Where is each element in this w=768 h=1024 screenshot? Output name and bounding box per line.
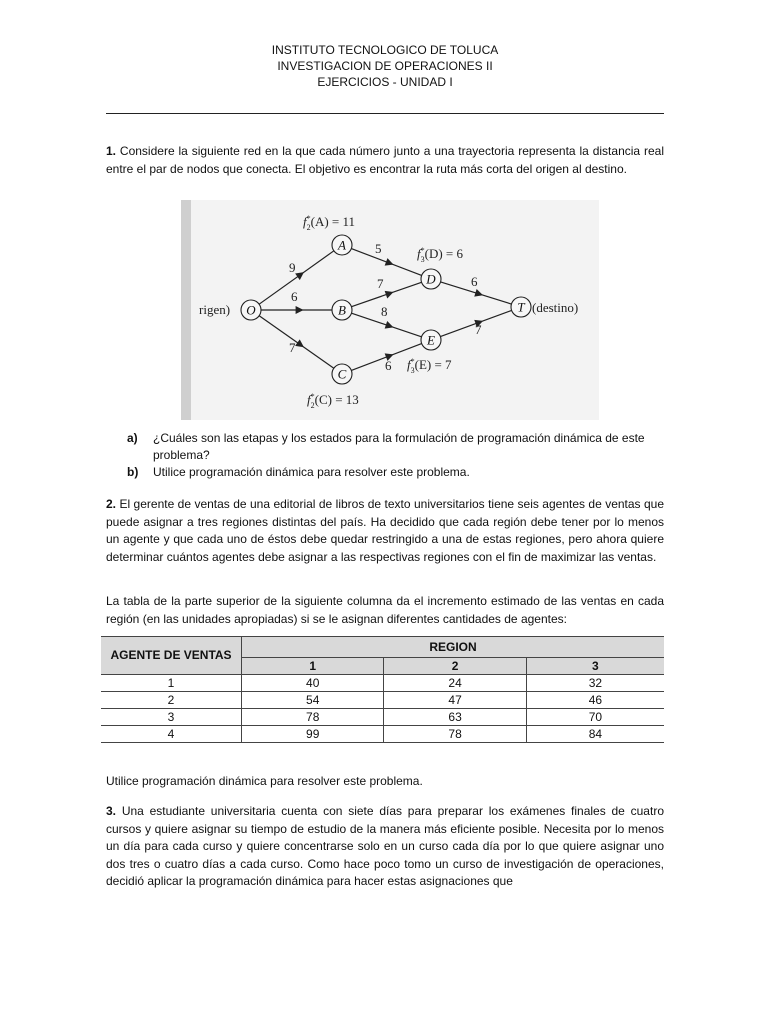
problem-1-statement <box>106 143 664 178</box>
problem-2-text: El gerente de ventas de una editorial de libros de texto universitarios tiene seis agentes de ventas que puede asignar a tres regiones distintas del país. Ha decidido que cada región debe tener por lo menos un agente y que cada uno de éstos debe quedar restringido a una de estas regiones, pero ahora quiere determinar cuántos agentes debe asignar a las respectivas regiones con el fin de maximizar las ventas. <box>106 497 664 564</box>
problem-3-text: Una estudiante universitaria cuenta con siete días para preparar los exámenes finales de cuatro cursos y quiere asignar su tiempo de estudio de la manera más eficiente posible. Necesita por lo menos un día para cada curso y quiere concentrarse solo en un curso cada día por lo que quiere asignar uno dos tres o cuatro días a cada curso. Como hace poco tomo un curso de investigación de operaciones, decidió aplicar la programación dinámica para hacer estas asignaciones que <box>106 804 664 888</box>
edge-arrow-OA <box>295 272 304 280</box>
f-C-label: f* 2(C) = 13 <box>307 392 359 410</box>
table-row <box>101 675 664 692</box>
edge-arrow-BE <box>385 321 394 329</box>
question-a <box>127 430 664 464</box>
table-row <box>101 692 664 709</box>
network-diagram <box>181 200 599 420</box>
edge-weight-CE: 6 <box>385 358 392 373</box>
problem-3-number: 3. <box>106 804 117 818</box>
edge-arrow-OC <box>295 339 304 347</box>
sales-cell: 40 <box>242 675 384 692</box>
edge-arrow-BD <box>385 291 394 299</box>
question-b <box>127 464 664 481</box>
question-a-text: ¿Cuáles son las etapas y los estados para la formulación de programación dinámica de este problema? <box>153 431 645 462</box>
f-A-label: f* 2(A) = 11 <box>303 214 356 232</box>
question-a-marker: a) <box>127 431 138 445</box>
f-D-label: f* 3(D) = 6 <box>417 246 464 264</box>
region-2-header: 2 <box>384 658 526 675</box>
agent-column-header: AGENTE DE VENTAS <box>101 637 242 675</box>
sales-cell: 32 <box>526 675 664 692</box>
question-b-text: Utilice programación dinámica para resolver este problema. <box>153 465 470 479</box>
sales-cell: 99 <box>242 726 384 743</box>
table-row <box>101 709 664 726</box>
sales-cell: 63 <box>384 709 526 726</box>
institution-title: INSTITUTO TECNOLOGICO DE TOLUCA <box>271 43 499 57</box>
sales-cell: 47 <box>384 692 526 709</box>
course-title: INVESTIGACION DE OPERACIONES II <box>277 59 493 73</box>
edge-arrow-OB <box>296 306 304 314</box>
sales-cell: 54 <box>242 692 384 709</box>
problem-1-text: Considere la siguiente red en la que cada número junto a una trayectoria representa la distancia real entre el par de nodos que conecta. El objetivo es encontrar la ruta más corta del origen al destino. <box>106 144 664 176</box>
edge-weight-BD: 7 <box>377 276 384 291</box>
node-label-A: A <box>338 237 346 253</box>
node-label-B: B <box>338 302 346 318</box>
edge-weight-OB: 6 <box>291 289 298 304</box>
problem-3-statement <box>106 803 664 891</box>
sales-table <box>101 636 664 743</box>
edge-weight-ET: 7 <box>475 322 482 337</box>
sales-cell: 70 <box>526 709 664 726</box>
origin-label: rigen) <box>199 302 231 317</box>
problem-2-closing: Utilice programación dinámica para resolver este problema. <box>106 774 423 788</box>
edge-weight-OC: 7 <box>289 340 296 355</box>
region-header: REGION <box>242 637 665 658</box>
table-row <box>101 726 664 743</box>
sales-cell: 24 <box>384 675 526 692</box>
region-1-header: 1 <box>242 658 384 675</box>
node-label-E: E <box>427 332 435 348</box>
node-label-O: O <box>246 302 256 318</box>
problem-1-questions <box>127 430 664 481</box>
edge-OC <box>259 316 334 368</box>
edge-weight-AD: 5 <box>375 241 382 256</box>
problem-2-number: 2. <box>106 497 117 511</box>
region-3-header: 3 <box>526 658 664 675</box>
destination-label: (destino) <box>532 300 579 315</box>
sales-cell: 78 <box>384 726 526 743</box>
question-b-marker: b) <box>127 465 139 479</box>
agent-count-cell: 4 <box>101 726 242 743</box>
agent-count-cell: 3 <box>101 709 242 726</box>
network-figure <box>181 200 599 420</box>
document-header <box>106 42 664 90</box>
f-E-label: f* 3(E) = 7 <box>407 357 452 375</box>
sales-cell: 46 <box>526 692 664 709</box>
problem-1-number: 1. <box>106 144 117 158</box>
header-divider <box>106 113 664 114</box>
edge-weight-BE: 8 <box>381 304 388 319</box>
node-label-T: T <box>517 299 525 315</box>
edge-weight-DT: 6 <box>471 274 478 289</box>
table-intro: La tabla de la parte superior de la siguiente columna da el incremento estimado de las ventas en cada región (en las unidades apropiadas) si se le asignan diferentes cantidades de agentes: <box>106 594 664 626</box>
node-label-C: C <box>337 366 347 382</box>
agent-count-cell: 2 <box>101 692 242 709</box>
sales-cell: 78 <box>242 709 384 726</box>
edge-arrow-DT <box>474 289 483 297</box>
unit-title: EJERCICIOS - UNIDAD I <box>317 75 453 89</box>
edge-weight-OA: 9 <box>289 260 296 275</box>
node-label-D: D <box>426 271 436 287</box>
sales-cell: 84 <box>526 726 664 743</box>
agent-count-cell: 1 <box>101 675 242 692</box>
problem-2-statement <box>106 496 664 566</box>
